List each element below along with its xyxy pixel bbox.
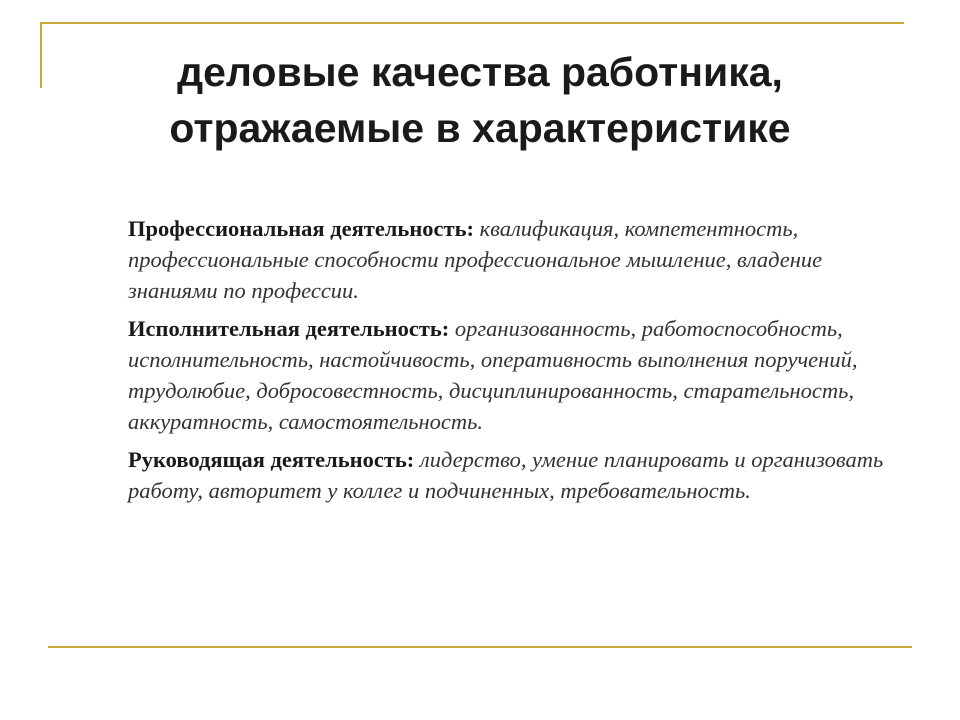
- paragraph-text: организованность, работоспособность, исполнительность, настойчивость, оперативность выполнения поручений, трудолюбие, добросовестность, дисциплинированность, старательность, аккуратность, самостоятельность.: [128, 316, 858, 434]
- paragraph-managerial: [128, 444, 898, 506]
- title-line-1: деловые качества работника,: [177, 49, 783, 95]
- paragraph-text: лидерство, умение планировать и организовать работу, авторитет у коллег и подчиненных, требовательность.: [128, 447, 884, 503]
- bottom-accent-line: [48, 646, 912, 648]
- paragraph-label: Исполнительная деятельность:: [128, 316, 455, 341]
- left-accent-line: [40, 22, 42, 88]
- paragraph-text: квалификация, компетентность, профессиональные способности профессиональное мышление, владение знаниями по профессии.: [128, 216, 823, 303]
- top-accent-line: [40, 22, 904, 24]
- slide-body: [128, 213, 898, 513]
- paragraph-label: Профессиональная деятельность:: [128, 216, 480, 241]
- paragraph-executive: [128, 313, 898, 437]
- title-line-2: отражаемые в характеристике: [169, 105, 791, 151]
- paragraph-label: Руководящая деятельность:: [128, 447, 420, 472]
- paragraph-professional: [128, 213, 898, 306]
- slide-title: [60, 44, 900, 156]
